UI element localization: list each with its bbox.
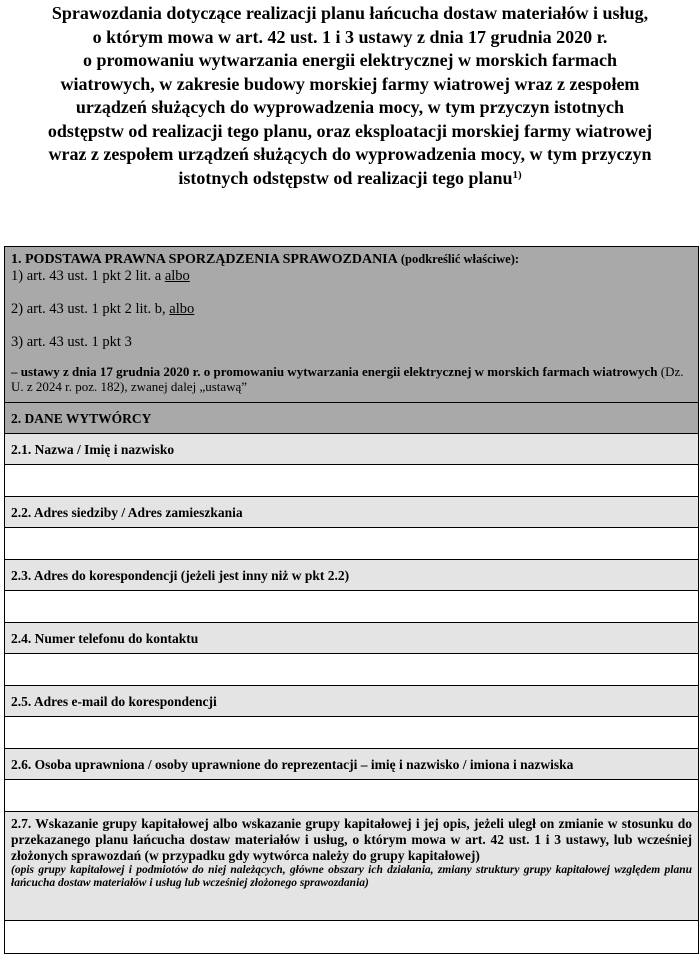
capital-group-text: 2.7. Wskazanie grupy kapitałowej albo wskazanie grupy kapitałowej i jej opis, jeżeli uległ on zmianie w stosunku do przekazanego planu łańcucha dostaw materiałów i usług, o którym mowa w art. 42 ust. 1 i 3 ustawy, lub wcześniej złożonych sprawozdań (w przypadku gdy wytwórca należy do grupy kapitałowej) — [11, 816, 692, 863]
capital-group-note: (opis grupy kapitałowej i podmiotów do niej należących, główne obszary ich działania, zmiany struktury grupy kapitałowej względem planu łańcucha dostaw materiałów i usług lub wcześniej złożonego sprawozdania) — [11, 864, 692, 889]
option-text: 1) art. 43 ust. 1 pkt 2 lit. a — [11, 268, 165, 284]
field-label-correspondence-address: 2.3. Adres do korespondencji (jeżeli jest inny niż w pkt 2.2) — [5, 560, 698, 591]
footnote-marker: 1) — [512, 168, 522, 181]
field-label-name: 2.1. Nazwa / Imię i nazwisko — [5, 434, 698, 465]
option-text: 2) art. 43 ust. 1 pkt 2 lit. b, — [11, 301, 170, 317]
section-legal-basis-heading — [11, 251, 692, 268]
legal-reference-plain: (Dz. U. z 2024 r. poz. 182), zwanej dalej „ustawą” — [11, 364, 684, 394]
title-line: o promowaniu wytwarzania energii elektrycznej w morskich farmach — [82, 50, 618, 70]
field-label-capital-group — [5, 812, 698, 921]
section-producer-data-heading: 2. DANE WYTWÓRCY — [5, 403, 698, 434]
field-label-address: 2.2. Adres siedziby / Adres zamieszkania — [5, 497, 698, 528]
field-input-correspondence-address[interactable] — [5, 591, 698, 623]
option-text: 3) art. 43 ust. 1 pkt 3 — [11, 334, 132, 350]
field-input-capital-group[interactable] — [5, 921, 698, 953]
title-line-text: istotnych odstępstw od realizacji tego planu — [178, 167, 513, 188]
legal-basis-option-3[interactable] — [11, 334, 692, 350]
field-input-email[interactable] — [5, 717, 698, 749]
field-label-phone: 2.4. Numer telefonu do kontaktu — [5, 623, 698, 654]
title-line: odstępstw od realizacji tego planu, oraz eksploatacji morskiej farmy wiatrowej — [47, 120, 653, 141]
field-input-address[interactable] — [5, 528, 698, 560]
title-line: wiatrowych, w zakresie budowy morskiej farmy wiatrowej wraz z zespołem — [60, 73, 640, 94]
legal-basis-option-2[interactable] — [11, 301, 692, 317]
field-input-name[interactable] — [5, 465, 698, 497]
section-heading-text: 1. PODSTAWA PRAWNA SPORZĄDZENIA SPRAWOZDANIA — [11, 252, 398, 267]
legal-reference — [11, 364, 692, 394]
field-label-representatives: 2.6. Osoba uprawniona / osoby uprawnione do reprezentacji – imię i nazwisko / imiona i nazwiska — [5, 749, 698, 780]
option-suffix: albo — [169, 301, 195, 317]
title-line — [0, 167, 700, 191]
document-title — [0, 2, 700, 190]
field-input-phone[interactable] — [5, 654, 698, 686]
report-form — [4, 246, 699, 954]
legal-reference-bold: – ustawy z dnia 17 grudnia 2020 r. o promowaniu wytwarzania energii elektrycznej w morskich farmach wiatrowych — [11, 364, 658, 379]
field-label-email: 2.5. Adres e-mail do korespondencji — [5, 686, 698, 717]
title-line: o którym mowa w art. 42 ust. 1 i 3 ustawy z dnia 17 grudnia 2020 r. — [92, 26, 608, 47]
title-line: wraz z zespołem urządzeń służących do wyprowadzenia mocy, w tym przyczyn — [48, 144, 652, 164]
section-legal-basis — [5, 247, 698, 403]
option-suffix: albo — [164, 268, 190, 284]
legal-basis-option-1[interactable] — [11, 268, 692, 284]
section-heading-note: (podkreślić właściwe): — [397, 252, 520, 266]
title-line: Sprawozdania dotyczące realizacji planu łańcucha dostaw materiałów i usług, — [51, 3, 649, 23]
title-line: urządzeń służących do wyprowadzenia mocy, w tym przyczyn istotnych — [75, 97, 625, 117]
field-input-representatives[interactable] — [5, 780, 698, 812]
